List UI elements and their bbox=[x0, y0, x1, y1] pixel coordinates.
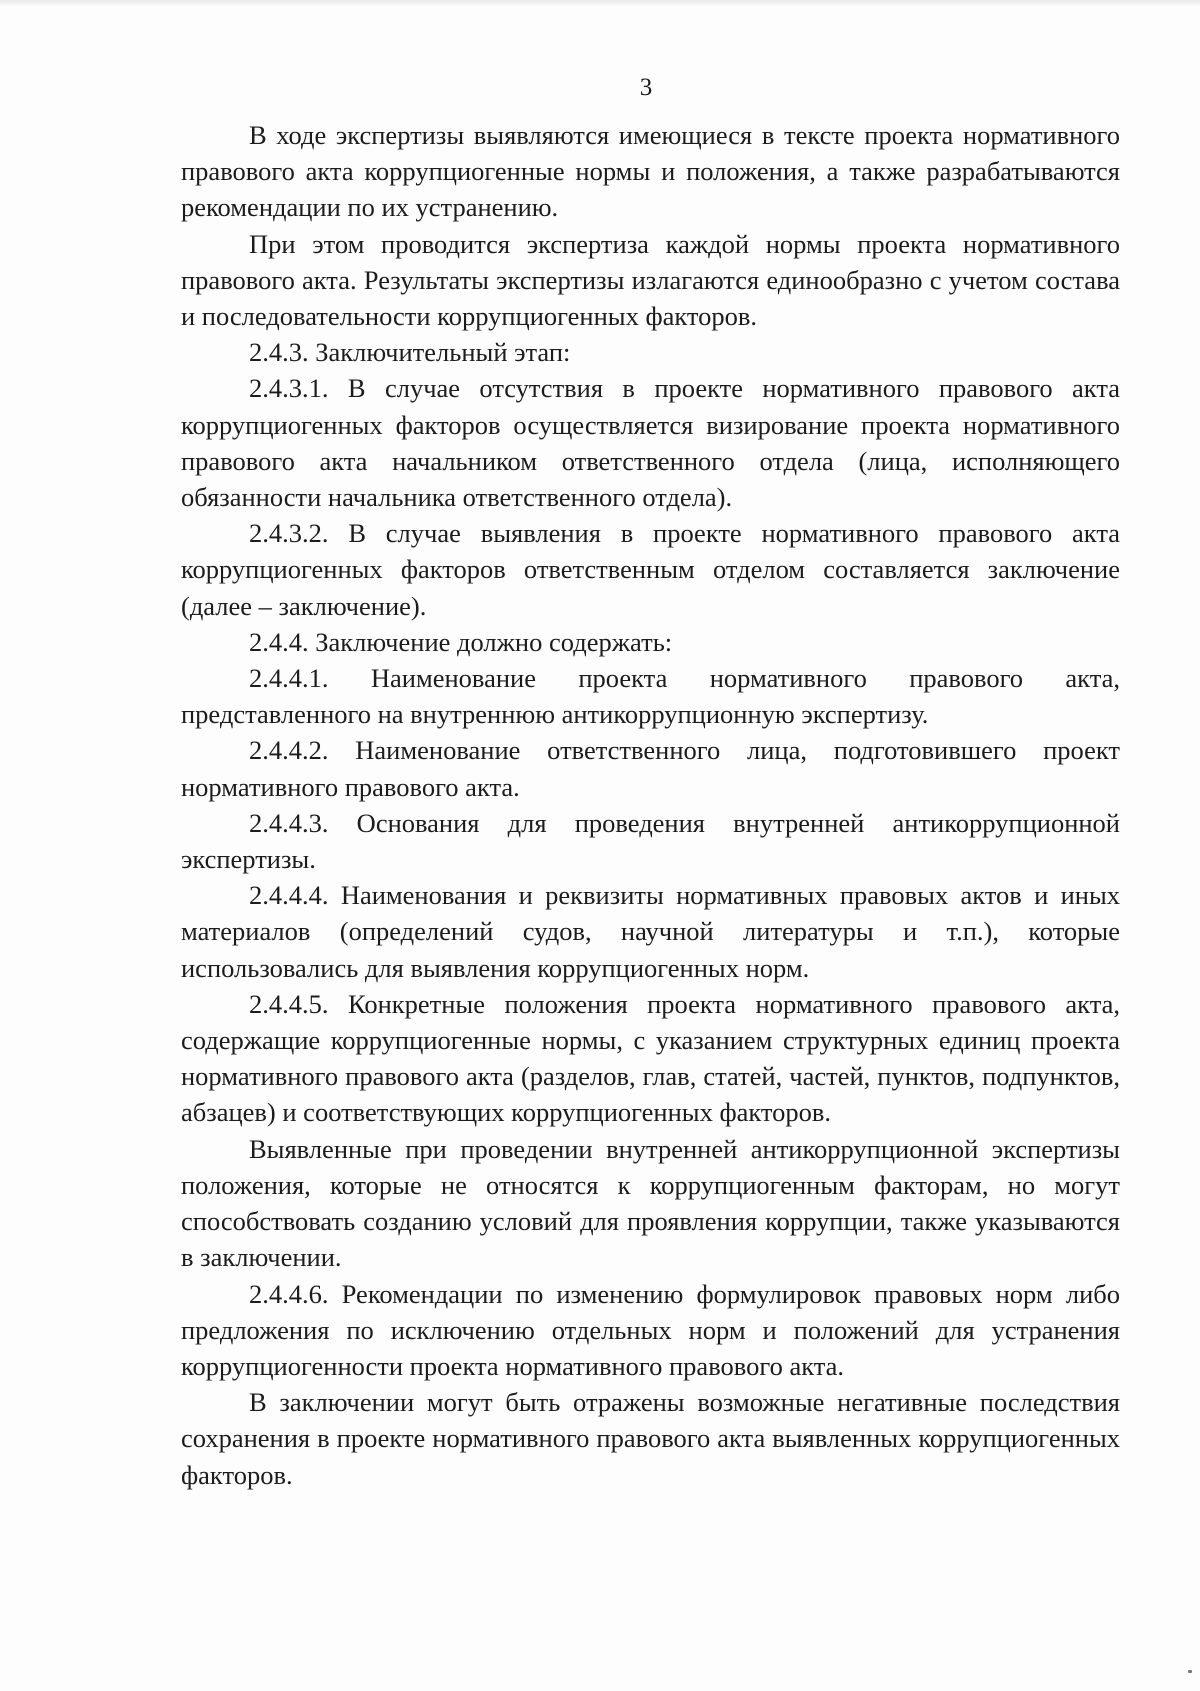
document-body bbox=[181, 117, 1120, 1493]
paragraph: 2.4.4.5. Конкретные положения проекта нормативного правового акта, содержащие коррупциогенные нормы, с указанием структурных единиц проекта нормативного правового акта (разделов, глав, статей, частей, пунктов, подпунктов, абзацев) и соответствующих коррупциогенных факторов. bbox=[181, 988, 1120, 1128]
paragraph: При этом проводится экспертиза каждой нормы проекта нормативного правового акта. Результаты экспертизы излагаются единообразно с учетом состава и последовательности коррупциогенных факторов. bbox=[181, 228, 1120, 332]
scan-top-edge bbox=[0, 0, 1200, 6]
paragraph: 2.4.4.4. Наименования и реквизиты нормативных правовых актов и иных материалов (определений судов, научной литературы и т.п.), которые использовались для выявления коррупциогенных норм. bbox=[181, 880, 1120, 983]
paragraph: 2.4.3. Заключительный этап: bbox=[249, 337, 571, 368]
page-number: 3 bbox=[639, 74, 653, 101]
paragraph: 2.4.4.2. Наименование ответственного лица, подготовившего проект нормативного правового акта. bbox=[181, 735, 1120, 802]
paragraph: 2.4.4.6. Рекомендации по изменению формулировок правовых норм либо предложения по исключению отдельных норм и положений для устранения коррупциогенности проекта нормативного правового акта. bbox=[181, 1278, 1120, 1381]
paragraph: 2.4.4.3. Основания для проведения внутренней антикоррупционной экспертизы. bbox=[181, 807, 1120, 875]
scan-speck bbox=[1188, 1670, 1192, 1673]
paragraph: 2.4.3.2. В случае выявления в проекте нормативного правового акта коррупциогенных факторов ответственным отделом составляется заключение (далее – заключение). bbox=[181, 518, 1120, 621]
paragraph: 2.4.3.1. В случае отсутствия в проекте нормативного правового акта коррупциогенных факторов осуществляется визирование проекта нормативного правового акта начальником ответственного отдела (лица, исполняющего обязанности начальника ответственного отдела). bbox=[181, 373, 1120, 513]
paragraph: 2.4.4. Заключение должно содержать: bbox=[249, 626, 673, 657]
paragraph: 2.4.4.1. Наименование проекта нормативного правового акта, представленного на внутреннюю антикоррупционную экспертизу. bbox=[181, 663, 1120, 730]
paragraph: В ходе экспертизы выявляются имеющиеся в тексте проекта нормативного правового акта коррупциогенные нормы и положения, а также разрабатываются рекомендации по их устранению. bbox=[181, 120, 1120, 223]
paragraph: В заключении могут быть отражены возможные негативные последствия сохранения в проекте нормативного правового акта выявленных коррупциогенных факторов. bbox=[181, 1387, 1120, 1490]
paragraph: Выявленные при проведении внутренней антикоррупционной экспертизы положения, которые не относятся к коррупциогенным факторам, но могут способствовать созданию условий для проявления коррупции, также указываются в заключении. bbox=[181, 1133, 1120, 1273]
